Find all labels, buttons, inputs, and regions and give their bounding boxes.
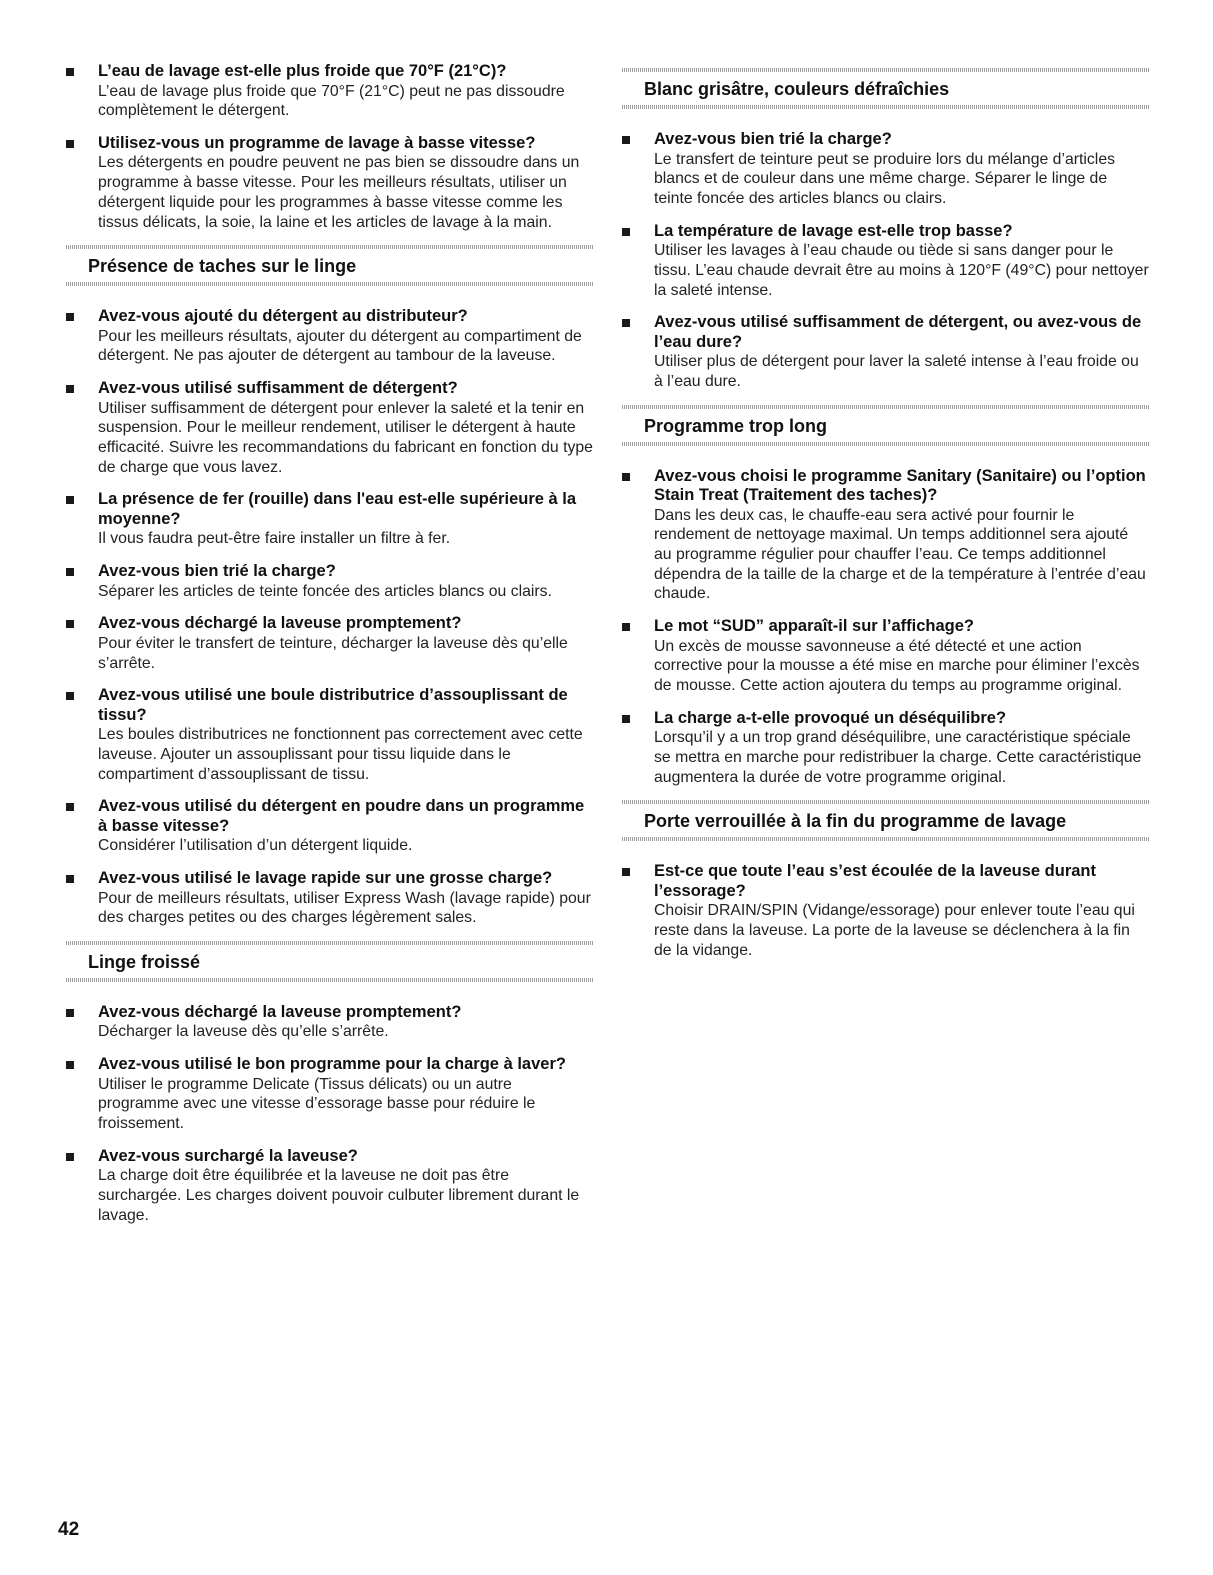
- bullet-icon: [66, 692, 74, 700]
- answer: Le transfert de teinture peut se produire lors du mélange d’articles blancs et de couleur dans une même charge. Séparer le linge de teinte foncée des articles blancs ou clairs.: [654, 150, 1116, 207]
- answer: La charge doit être équilibrée et la laveuse ne doit pas être surchargée. Les charges doivent pouvoir culbuter librement durant le lavage.: [98, 1167, 580, 1224]
- question: La charge a-t-elle provoqué un déséquilibre?: [654, 708, 1007, 727]
- question: Avez-vous choisi le programme Sanitary (Sanitaire) ou l’option Stain Treat (Traitement des taches)?: [654, 466, 1146, 505]
- list-item: [622, 467, 1150, 605]
- question: Avez-vous utilisé suffisamment de détergent, ou avez-vous de l’eau dure?: [654, 313, 1142, 351]
- answer: Pour les meilleurs résultats, ajouter du détergent au compartiment de détergent. Ne pas ajouter de détergent au tambour de la laveuse.: [98, 327, 582, 365]
- question: La présence de fer (rouille) dans l'eau est-elle supérieure à la moyenne?: [98, 490, 577, 528]
- question: Est-ce que toute l’eau s’est écoulée de la laveuse durant l’essorage?: [654, 862, 1096, 900]
- answer: Séparer les articles de teinte foncée des articles blancs ou clairs.: [98, 582, 552, 600]
- bullet-icon: [66, 875, 74, 883]
- bullet-icon: [66, 803, 74, 811]
- answer: Considérer l’utilisation d’un détergent liquide.: [98, 837, 413, 855]
- answer: Choisir DRAIN/SPIN (Vidange/essorage) pour enlever toute l’eau qui reste dans la laveuse. La porte de la laveuse se déclenchera à la fin de la vidange.: [654, 902, 1135, 959]
- bullet-icon: [622, 623, 630, 631]
- list-item: [66, 1003, 594, 1042]
- list-item: [66, 797, 594, 856]
- list-item: [66, 562, 594, 601]
- list-item: [622, 862, 1150, 960]
- list-item: [66, 62, 594, 121]
- answer: Les détergents en poudre peuvent ne pas bien se dissoudre dans un programme à basse vitesse. Pour les meilleurs résultats, utiliser un détergent liquide pour les programmes à basse vitesse comme les tissus délicats, la soie, la laine et les articles de lavage à la main.: [98, 154, 580, 231]
- question: Avez-vous déchargé la laveuse promptement?: [98, 1002, 462, 1021]
- bullet-icon: [622, 228, 630, 236]
- section-header-wrinkled: [66, 941, 594, 982]
- divider: [622, 837, 1150, 841]
- question: Avez-vous déchargé la laveuse promptement?: [98, 614, 462, 633]
- grayish-items: [622, 130, 1150, 392]
- answer: Lorsqu’il y a un trop grand déséquilibre, une caractéristique spéciale se mettra en marche pour redistribuer la charge. Cette caractéristique augmentera la durée de votre programme original.: [654, 729, 1142, 786]
- divider: [66, 282, 594, 286]
- question: Le mot “SUD” apparaît-il sur l’affichage?: [654, 617, 974, 636]
- question: Avez-vous utilisé le lavage rapide sur une grosse charge?: [98, 869, 553, 888]
- section-header-door-locked: [622, 800, 1150, 841]
- door-locked-items: [622, 862, 1150, 960]
- divider: [622, 405, 1150, 409]
- divider: [622, 800, 1150, 804]
- page-number: 42: [58, 1519, 80, 1540]
- bullet-icon: [622, 715, 630, 723]
- bullet-icon: [622, 473, 630, 481]
- bullet-icon: [622, 868, 630, 876]
- list-item: [66, 614, 594, 673]
- answer: Pour éviter le transfert de teinture, décharger la laveuse dès qu’elle s’arrête.: [98, 634, 568, 672]
- bullet-icon: [66, 620, 74, 628]
- section-title: Linge froissé: [88, 951, 201, 972]
- question: Avez-vous utilisé du détergent en poudre dans un programme à basse vitesse?: [98, 797, 585, 835]
- question: Utilisez-vous un programme de lavage à basse vitesse?: [98, 133, 536, 152]
- question: Avez-vous surchargé la laveuse?: [98, 1146, 358, 1165]
- answer: L’eau de lavage plus froide que 70°F (21°C) peut ne pas dissoudre complètement le détergent.: [98, 82, 565, 120]
- bullet-icon: [66, 1153, 74, 1161]
- list-item: [622, 617, 1150, 696]
- list-item: [622, 222, 1150, 301]
- bullet-icon: [66, 313, 74, 321]
- section-title: Présence de taches sur le linge: [88, 256, 357, 277]
- answer: Pour de meilleurs résultats, utiliser Express Wash (lavage rapide) pour des charges petites ou des charges légèrement sales.: [98, 889, 591, 927]
- list-item: [66, 686, 594, 784]
- list-item: [622, 130, 1150, 209]
- bullet-icon: [66, 68, 74, 76]
- bullet-icon: [622, 319, 630, 327]
- divider: [622, 105, 1150, 109]
- question: Avez-vous utilisé le bon programme pour la charge à laver?: [98, 1055, 566, 1074]
- left-column: [66, 62, 594, 1238]
- list-item: [622, 313, 1150, 391]
- bullet-icon: [66, 496, 74, 504]
- list-item: [66, 1055, 594, 1134]
- answer: Utiliser suffisamment de détergent pour enlever la saleté et la tenir en suspension. Pour le meilleur rendement, utiliser le détergent à haute efficacité. Suivre les recommandations du fabricant en fonction du type de charge que vous lavez.: [98, 399, 593, 476]
- section-header-long-cycle: [622, 405, 1150, 446]
- question: L’eau de lavage est-elle plus froide que 70°F (21°C)?: [98, 62, 507, 80]
- list-item: [622, 709, 1150, 788]
- stains-items: [66, 307, 594, 928]
- answer: Utiliser les lavages à l’eau chaude ou tiède si sans danger pour le tissu. L’eau chaude devrait être au moins à 120°F (49°C) pour nettoyer la saleté intense.: [654, 242, 1149, 299]
- intro-items: [66, 62, 594, 232]
- section-header-stains: [66, 245, 594, 286]
- bullet-icon: [66, 568, 74, 576]
- bullet-icon: [66, 385, 74, 393]
- divider: [66, 245, 594, 249]
- answer: Utiliser le programme Delicate (Tissus délicats) ou un autre programme avec une vitesse d’essorage basse pour réduire le froissement.: [98, 1075, 536, 1133]
- list-item: [66, 490, 594, 549]
- question: Avez-vous bien trié la charge?: [654, 130, 892, 148]
- divider: [66, 978, 594, 982]
- right-column: [622, 62, 1150, 973]
- question: Avez-vous utilisé une boule distributrice d’assouplissant de tissu?: [98, 686, 568, 724]
- answer: Un excès de mousse savonneuse a été détecté et une action corrective pour la mousse a été mise en marche pour éliminer l’excès de mousse. Cette action ajoutera du temps au programme original.: [654, 637, 1140, 695]
- answer: Dans les deux cas, le chauffe-eau sera activé pour fournir le rendement de nettoyage maximal. Un temps additionnel sera ajouté au programme régulier pour chauffer l’eau. Ce temps additionnel dépendra de la taille de la charge et de la température à l’entrée d’eau chaude.: [654, 506, 1146, 603]
- bullet-icon: [66, 140, 74, 148]
- answer: Décharger la laveuse dès qu’elle s’arrête.: [98, 1023, 389, 1041]
- question: La température de lavage est-elle trop basse?: [654, 221, 1013, 240]
- answer: Utiliser plus de détergent pour laver la saleté intense à l’eau froide ou à l’eau dure.: [654, 353, 1139, 390]
- list-item: [66, 307, 594, 366]
- list-item: [66, 379, 594, 477]
- section-title: Porte verrouillée à la fin du programme de lavage: [644, 811, 1067, 832]
- section-header-grayish: [622, 68, 1150, 109]
- section-title: Blanc grisâtre, couleurs défraîchies: [644, 79, 950, 99]
- bullet-icon: [66, 1061, 74, 1069]
- question: Avez-vous bien trié la charge?: [98, 562, 336, 581]
- answer: Il vous faudra peut-être faire installer un filtre à fer.: [98, 530, 451, 548]
- list-item: [66, 1147, 594, 1226]
- wrinkled-items: [66, 1003, 594, 1225]
- question: Avez-vous ajouté du détergent au distributeur?: [98, 307, 468, 326]
- list-item: [66, 134, 594, 232]
- bullet-icon: [622, 136, 630, 144]
- list-item: [66, 869, 594, 928]
- section-title: Programme trop long: [644, 415, 828, 436]
- long-cycle-items: [622, 467, 1150, 788]
- answer: Les boules distributrices ne fonctionnent pas correctement avec cette laveuse. Ajouter un assouplissant pour tissu liquide dans le compartiment d’assouplissant de tissu.: [98, 726, 583, 783]
- divider: [66, 941, 594, 945]
- divider: [622, 442, 1150, 446]
- bullet-icon: [66, 1009, 74, 1017]
- question: Avez-vous utilisé suffisamment de détergent?: [98, 379, 458, 398]
- divider: [622, 68, 1150, 72]
